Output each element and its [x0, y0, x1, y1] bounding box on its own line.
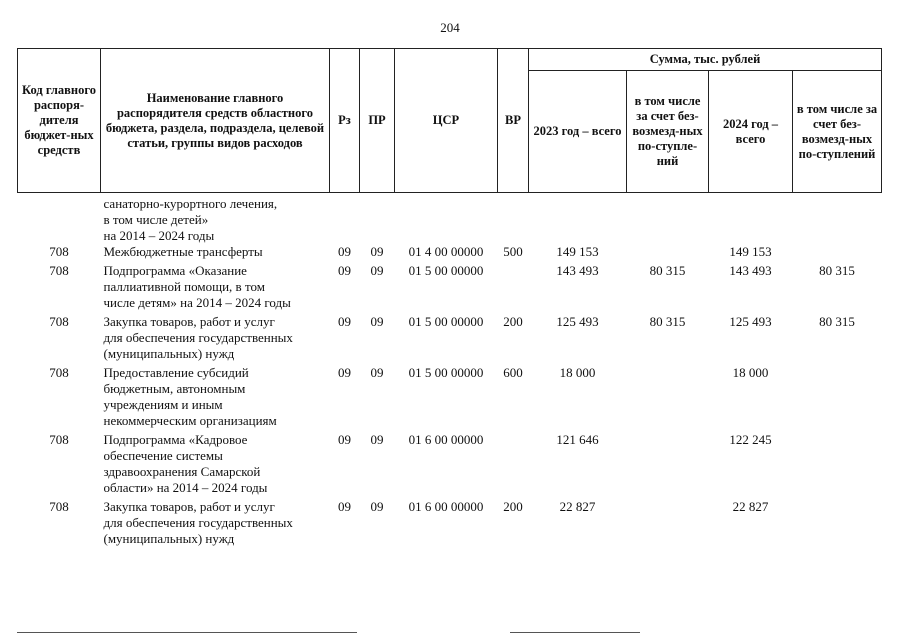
cell-rz: 09: [338, 432, 351, 447]
cell-2024-free: [793, 244, 882, 260]
continuation-line: на 2014 – 2024 годы: [103, 228, 215, 243]
cell-2024-free: [793, 429, 882, 496]
cell-code: 708: [49, 499, 69, 514]
cell-name-line: Закупка товаров, работ и услуг: [103, 499, 275, 514]
header-pr: ПР: [360, 49, 395, 193]
cell-name-line: обеспечение системы: [103, 448, 223, 463]
cell-2023-free: [627, 362, 709, 429]
cell-name-line: Предоставление субсидий: [103, 365, 249, 380]
cell-pr: 09: [370, 314, 384, 329]
header-2023-free: в том числе за счет без-возмезд-ных по-ступле-ний: [627, 71, 709, 193]
cell-vr: 600: [503, 365, 523, 380]
cell-rz: 09: [338, 314, 351, 329]
cell-name: [101, 260, 330, 311]
cell-2024-free: [793, 362, 882, 429]
cell-2023-free: 80 315: [649, 314, 686, 329]
cell-2023-total: 143 493: [556, 263, 599, 278]
cell-csr: 01 6 00 00000: [408, 499, 484, 514]
continuation-row: [18, 193, 882, 245]
cell-name-line: Подпрограмма «Оказание: [103, 263, 247, 278]
continuation-line: в том числе детей»: [103, 212, 209, 227]
cell-name: [101, 362, 330, 429]
cell-name: [101, 429, 330, 496]
header-2024-free: в том числе за счет без-возмезд-ных по-ступлений: [793, 71, 882, 193]
cell-pr: 09: [370, 263, 384, 278]
header-2023-total: 2023 год – всего: [529, 71, 627, 193]
page-number: 204: [440, 20, 460, 35]
table-body: [18, 193, 882, 548]
cell-2024-free: 80 315: [819, 263, 855, 278]
cell-2024-free: [793, 496, 882, 547]
header-rz: Рз: [330, 49, 360, 193]
cell-name-line: бюджетным, автономным: [103, 381, 246, 396]
cell-name-line: для обеспечения государственных: [103, 330, 293, 345]
table-row: [18, 260, 882, 311]
cell-name: [101, 496, 330, 547]
header-code: Код главного распоря-дителя бюджет-ных средств: [18, 49, 101, 193]
cell-rz: 09: [338, 499, 351, 514]
header-2024-total: 2024 год – всего: [709, 71, 793, 193]
cell-pr: 09: [370, 432, 384, 447]
header-sum-group: Сумма, тыс. рублей: [529, 49, 882, 71]
cell-name-line: учреждениям и иным: [103, 397, 223, 412]
table-row: [18, 311, 882, 362]
cell-2024-total: 149 153: [729, 244, 772, 259]
cell-vr: [498, 429, 529, 496]
cell-2023-free: [627, 496, 709, 547]
cell-code: 708: [49, 263, 69, 278]
cell-name-line: числе детям» на 2014 – 2024 годы: [103, 295, 291, 310]
cell-name-line: Закупка товаров, работ и услуг: [103, 314, 275, 329]
table-header: [18, 49, 882, 193]
header-csr: ЦСР: [395, 49, 498, 193]
cell-rz: 09: [338, 365, 351, 380]
cell-pr: 09: [370, 365, 384, 380]
cell-csr: 01 6 00 00000: [408, 432, 484, 447]
cell-vr: [498, 260, 529, 311]
cell-2023-total: 125 493: [556, 314, 599, 329]
cell-code: 708: [49, 314, 69, 329]
cell-2023-total: 18 000: [559, 365, 596, 380]
cell-2023-free: 80 315: [649, 263, 686, 278]
cell-name-line: (муниципальных) нужд: [103, 346, 235, 361]
cell-2024-total: 122 245: [729, 432, 772, 447]
cell-name-line: (муниципальных) нужд: [103, 531, 235, 546]
table-row: [18, 429, 882, 496]
budget-table: [17, 48, 882, 547]
header-name: Наименование главного распорядителя средств областного бюджета, раздела, подраздела, целевой статьи, группы видов расходов: [101, 49, 330, 193]
cell-name-line: здравоохранения Самарской: [103, 464, 261, 479]
cell-2023-total: 121 646: [556, 432, 599, 447]
cell-vr: 500: [503, 244, 523, 259]
cell-name-line: паллиативной помощи, в том: [103, 279, 265, 294]
cell-name-line: Межбюджетные трансферты: [103, 244, 263, 259]
cell-pr: 09: [370, 244, 384, 259]
bottom-rule: [17, 632, 357, 633]
cell-2023-free: [627, 429, 709, 496]
cell-rz: 09: [338, 244, 351, 259]
cell-name: [101, 244, 330, 260]
cell-csr: 01 5 00 00000: [408, 365, 484, 380]
cell-pr: 09: [370, 499, 384, 514]
cell-2024-total: 22 827: [732, 499, 769, 514]
cell-2023-free: [627, 244, 709, 260]
cell-name-line: области» на 2014 – 2024 годы: [103, 480, 268, 495]
cell-vr: 200: [503, 314, 523, 329]
cell-csr: 01 5 00 00000: [408, 263, 484, 278]
cell-code: 708: [49, 244, 69, 259]
cell-name-line: некоммерческим организациям: [103, 413, 277, 428]
continuation-line: санаторно-курортного лечения,: [103, 196, 278, 211]
cell-2024-total: 18 000: [732, 365, 769, 380]
cell-csr: 01 4 00 00000: [408, 244, 484, 259]
table-row: [18, 496, 882, 547]
cell-2024-total: 143 493: [729, 263, 772, 278]
cell-code: 708: [49, 432, 69, 447]
cell-2024-total: 125 493: [729, 314, 772, 329]
table-row: [18, 244, 882, 260]
cell-name-line: Подпрограмма «Кадровое: [103, 432, 248, 447]
table-row: [18, 362, 882, 429]
bottom-rule: [510, 632, 640, 633]
cell-2023-total: 22 827: [559, 499, 596, 514]
cell-name: [101, 311, 330, 362]
cell-vr: 200: [503, 499, 523, 514]
cell-rz: 09: [338, 263, 351, 278]
cell-csr: 01 5 00 00000: [408, 314, 484, 329]
cell-2023-total: 149 153: [556, 244, 599, 259]
cell-code: 708: [49, 365, 69, 380]
header-vr: ВР: [498, 49, 529, 193]
cell-name-line: для обеспечения государственных: [103, 515, 293, 530]
cell-2024-free: 80 315: [819, 314, 855, 329]
